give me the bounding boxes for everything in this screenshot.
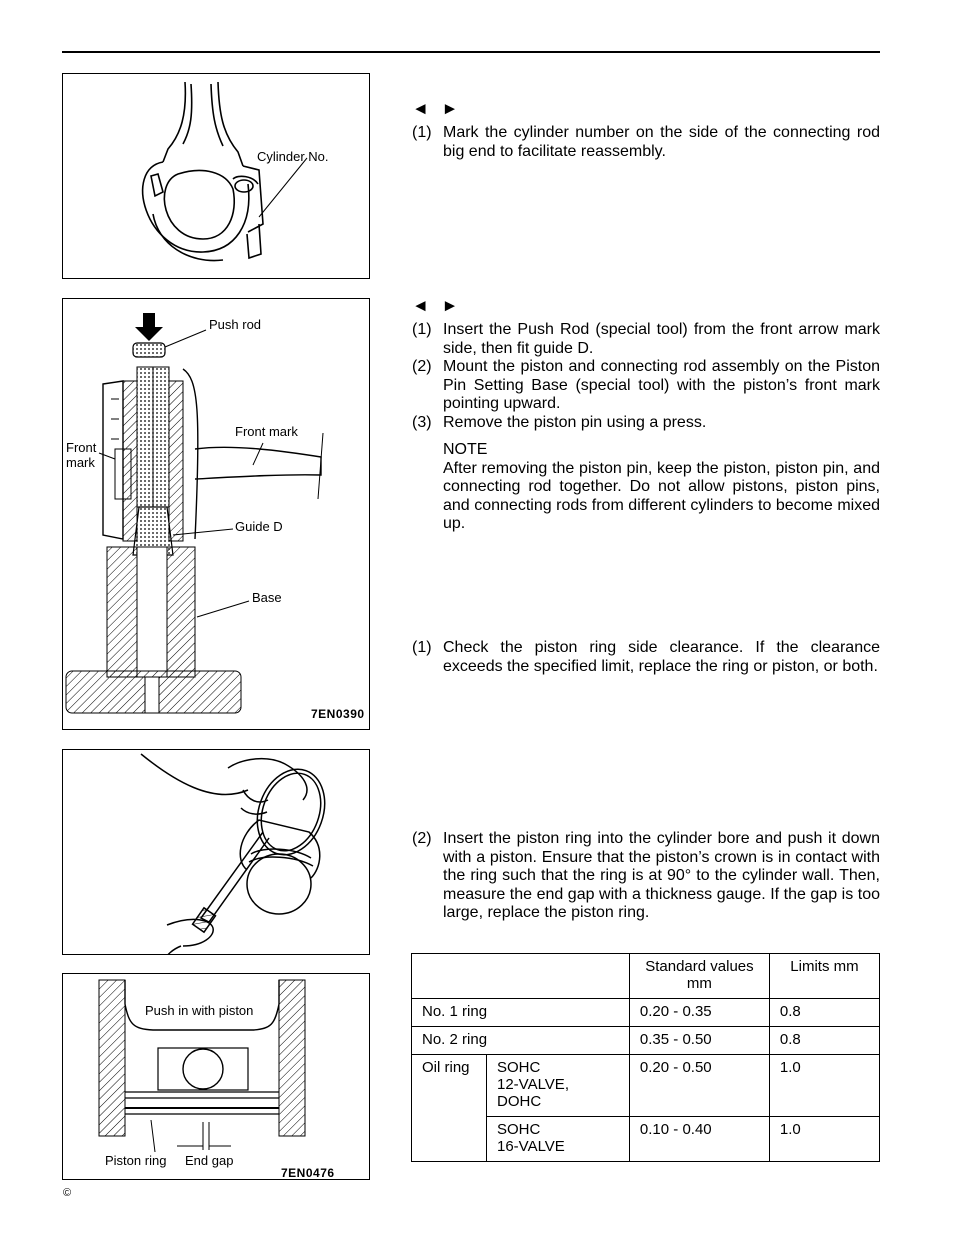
table-cell-item: No. 1 ring	[412, 999, 630, 1027]
table-cell-standard: 0.10 - 0.40	[629, 1117, 769, 1162]
item-number: (1)	[412, 639, 432, 656]
label-piston-ring: Piston ring	[105, 1153, 167, 1168]
item-text: Mark the cylinder number on the side of the connecting rod big end to facilitate reassembly.	[443, 124, 880, 160]
table-header-empty	[412, 954, 630, 999]
end-gap-spec-table	[411, 953, 880, 1162]
table-cell-standard: 0.20 - 0.50	[629, 1055, 769, 1117]
item-number: (1)	[412, 321, 432, 338]
list-item	[412, 321, 880, 358]
item-number: (2)	[412, 830, 432, 847]
figure-connecting-rod	[62, 73, 370, 279]
table-row	[412, 1055, 880, 1117]
section-arrows: ◄ ►	[412, 296, 463, 315]
figure-code: 7EN0390	[311, 707, 365, 721]
side-clearance-illustration	[63, 750, 370, 955]
section-piston-pin-removal	[412, 321, 880, 432]
item-text: Mount the piston and connecting rod assembly on the Piston Pin Setting Base (special tool) with the piston’s front mark pointing upward.	[443, 358, 880, 412]
section-side-clearance	[412, 639, 880, 676]
header-rule	[62, 51, 880, 53]
label-guide-d: Guide D	[235, 519, 283, 534]
item-number: (3)	[412, 413, 432, 431]
press-arrow-icon	[135, 313, 163, 341]
note-title: NOTE	[443, 441, 488, 458]
table-cell-limit: 1.0	[769, 1117, 879, 1162]
table-cell-limit: 0.8	[769, 1027, 879, 1055]
table-header-row	[412, 954, 880, 999]
table-cell-standard: 0.20 - 0.35	[629, 999, 769, 1027]
figure-code: 7EN0476	[281, 1166, 335, 1180]
label-end-gap: End gap	[185, 1153, 234, 1168]
table-header-standard: Standard values mm	[629, 954, 769, 999]
item-text: Insert the Push Rod (special tool) from the front arrow mark side, then fit guide D.	[443, 321, 880, 357]
table-cell-item: No. 2 ring	[412, 1027, 630, 1055]
list-item	[412, 830, 880, 923]
item-text: Remove the piston pin using a press.	[443, 413, 707, 431]
label-front-mark-left: Front mark	[66, 440, 97, 470]
table-cell-variant: SOHC 12-VALVE, DOHC	[487, 1055, 630, 1117]
list-item	[412, 414, 880, 433]
list-item	[412, 358, 880, 414]
note-text: After removing the piston pin, keep the piston, piston pin, and connecting rod together. Do not allow pistons, piston pins, and connecting rods from different cylinders to become mixed up.	[443, 459, 880, 532]
label-base: Base	[252, 590, 282, 605]
section-connecting-rod-marking	[412, 124, 880, 161]
table-cell-oil-ring: Oil ring	[412, 1055, 487, 1162]
table-cell-variant: SOHC 16-VALVE	[487, 1117, 630, 1162]
section-arrows: ◄ ►	[412, 99, 463, 118]
item-text: Insert the piston ring into the cylinder bore and push it down with a piston. Ensure that the piston’s crown is in contact with the ring such that the ring is at 90° to the cylinder wall. Then, measure the end gap with a thickness gauge. If the gap is too large, replace the piston ring.	[443, 830, 880, 921]
list-item	[412, 124, 880, 161]
connecting-rod-illustration	[63, 74, 370, 279]
item-text: Check the piston ring side clearance. If the clearance exceeds the specified limit, replace the ring or piston, or both.	[443, 639, 880, 675]
push-rod-illustration	[63, 299, 370, 730]
label-push-rod: Push rod	[209, 317, 262, 332]
list-item	[412, 639, 880, 676]
table-row	[412, 999, 880, 1027]
figure-side-clearance	[62, 749, 370, 955]
figure-end-gap	[62, 973, 370, 1180]
label-push-in-with-piston: Push in with piston	[145, 1003, 254, 1018]
label-front-mark: Front mark	[235, 424, 298, 439]
copyright-symbol: ©	[63, 1187, 72, 1199]
item-number: (2)	[412, 358, 432, 375]
section-end-gap	[412, 830, 880, 923]
table-header-limits: Limits mm	[769, 954, 879, 999]
table-cell-standard: 0.35 - 0.50	[629, 1027, 769, 1055]
table-cell-limit: 0.8	[769, 999, 879, 1027]
figure-push-rod-setup	[62, 298, 370, 730]
table-cell-limit: 1.0	[769, 1055, 879, 1117]
note-block	[443, 441, 880, 534]
label-cylinder-no: Cylinder No.	[257, 149, 329, 164]
table-row	[412, 1027, 880, 1055]
item-number: (1)	[412, 124, 432, 141]
